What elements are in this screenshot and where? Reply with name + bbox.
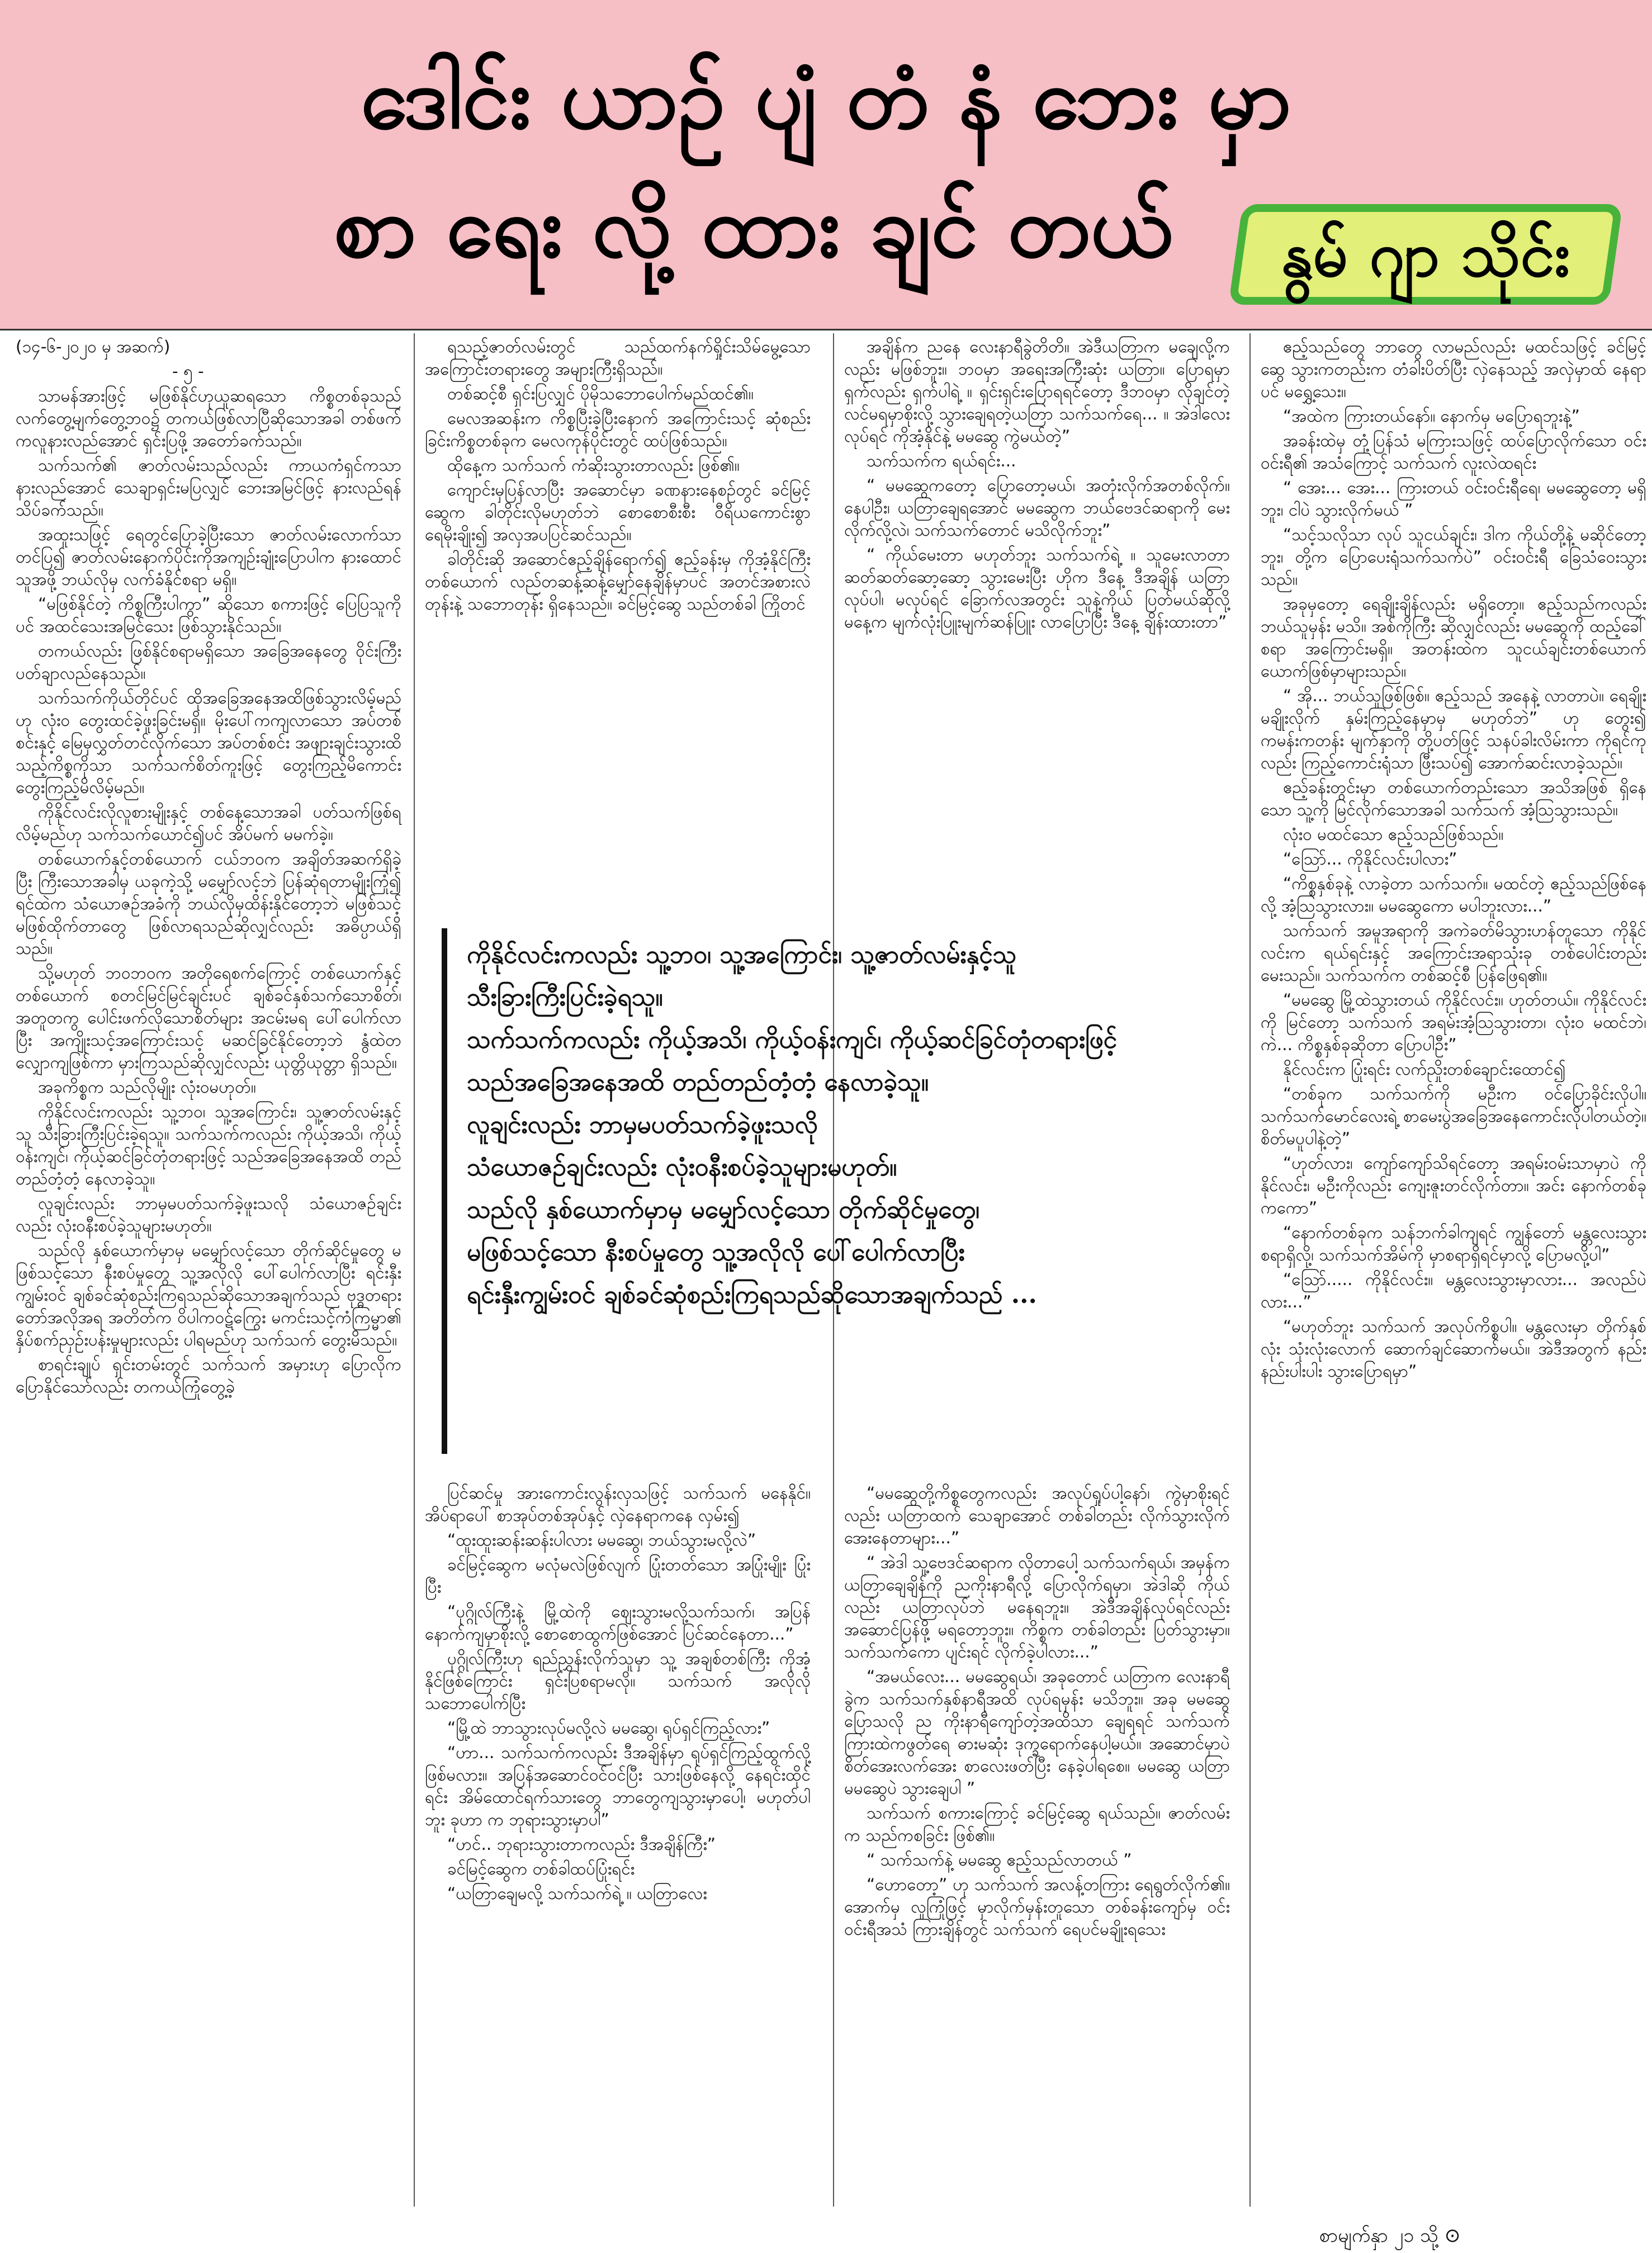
pull-quote-line: သီးခြားကြီးပြင်းခဲ့ရသူ။ (467, 983, 663, 1012)
paragraph: “ပုဂ္ဂိုလ်ကြီးနဲ့ မြို့ထဲကို ဈေးသွားမလို့သက်သက်၊ အပြန်နောက်ကျမှာစိုးလို့ စောစောထွက်ဖြစ်အောင် ပြင်ဆင်နေတာ...” (425, 1602, 811, 1643)
paragraph: ပုဂ္ဂိုလ်ကြီးဟု ရည်ညွှန်းလိုက်သူမှာ သူ့ အချစ်တစ်ကြီး ကိုအံ့နိုင်ဖြစ်ကြောင်း ရှင်းပြစရာမလို။ သက်သက် အလိုလိုသဘောပေါက်ပြီး (425, 1649, 811, 1713)
paragraph: မေလအဆန်းက ကိစ္စပြီးခဲ့ပြီးနောက် အကြောင်းသင့် ဆုံစည်းခြင်းကိစ္စတစ်ခုက မေလကုန်ပိုင်းတွင် ထပ်ဖြစ်သည်။ (425, 409, 811, 450)
pull-quote-text (467, 934, 1205, 1316)
paragraph: “သြော်... ကိုနိုင်လင်းပါလား” (1283, 849, 1457, 868)
paragraph: အခုမှတော့ ရေချိုးချိန်လည်း မရှိတော့။ ဧည့်သည်ကလည်း ဘယ်သူမှန်း မသိ။ အစ်ကိုကြီး ဆိုလျှင်လည်း မမဆွေကို ထည့်ခေါ်စရာ အကြောင်းမရှိ။ အတန်းထဲက သူငယ်ချင်းတစ်ယောက် ယောက်ဖြစ်မှာများသည်။ (1261, 594, 1647, 681)
paragraph: “မဟုတ်ဘူး သက်သက် အလုပ်ကိစ္စပါ။ မန္တလေးမှာ တိုက်နှစ်လုံး သုံးလုံးလောက် ဆောက်ချင်ဆောက်မယ်။ အဲဒီအတွက် နည်းနည်းပါးပါး သွားပြောရမှာ” (1261, 1317, 1646, 1381)
paragraph: တကယ်လည်း ဖြစ်နိုင်စရာမရှိသော အခြေအနေတွေ ဝိုင်းကြီးပတ်ချာလည်နေသည်။ (16, 641, 401, 683)
paragraph: ခင်မြင့်ဆွေက တစ်ခါထပ်ပြုံးရင်း (447, 1859, 635, 1878)
column-2-top (425, 336, 811, 617)
paragraph: “ဟောတော့” ဟု သက်သက် အလန့်တကြား ရေရွတ်လိုက်၏။ အောက်မှ လူကြုံဖြင့် မှာလိုက်မှန်းတူသော တစ်ခန်းကျော်မှ ဝင်းဝင်းရီအသံ ကြားချိန်တွင် သက်သက် ရေပင်မချိုးရသေး (844, 1875, 1230, 1939)
paragraph: “ယတြာချေမလို့ သက်သက်ရဲ့ ။ ယတြာလေး (447, 1884, 707, 1903)
paragraph: သက်သက်၏ ဇာတ်လမ်းသည်လည်း ကာယကံရှင်ကသာ နားလည်အောင် သေချာရှင်းမပြလျှင် ဘေးအမြင်ဖြင့် နားလည်ရန် သိပ်ခက်သည်။ (16, 456, 401, 519)
paragraph: “မြို့ထဲ ဘာသွားလုပ်မလို့လဲ မမဆွေ၊ ရုပ်ရှင်ကြည့်လား” (447, 1718, 770, 1737)
paragraph: “ ကိုယ်မေးတာ မဟုတ်ဘူး သက်သက်ရဲ့ ။ သူမေးလာတာ ဆတ်ဆတ်ဆော့ဆော့ သွားမေးပြီး ဟိုက ဒီနေ့ ဒီအချိန် ယတြာလုပ်ပါ၊ မလုပ်ရင် ခြောက်လအတွင်း သူနဲ့ကိုယ် ပြတ်မယ်ဆိုလို့ မနေ့က မျက်လုံးပြူးမျက်ဆန်ပြူး လာပြောပြီး ဒီနေ့ ချိန်းထားတာ” (844, 545, 1230, 631)
paragraph: အခုကိစ္စက သည်လိုမျိုး လုံးဝမဟုတ်။ (38, 1078, 256, 1097)
paragraph: သည်လို နှစ်ယောက်မှာမှ မမျှော်လင့်သော တိုက်ဆိုင်မှုတွေ မဖြစ်သင့်သော နီးစပ်မှုတွေ သူ့အလိုလို ပေါ်ပေါက်လာပြီး ရင်းနှီးကျွမ်းဝင် ချစ်ခင်ဆုံစည်းကြရသည်ဆိုသောအချက်သည် ဗုဒ္ဓတရားတော်အလိုအရ အတိတ်က ဝိပါကဝဋ်ကြွေး မကင်းသင့်ကံကြမ္မာ၏ နှိပ်စက်ညှဉ်းပန်းမှုများလည်း ပါရမည်ဟု သက်သက် တွေးမိသည်။ (16, 1241, 401, 1349)
paragraph: သက်သက်က ရယ်ရင်း... (867, 451, 1016, 470)
paragraph: “ အဲဒါ သူ့ဗေဒင်ဆရာက လိုတာပေါ့ သက်သက်ရယ်၊ အမှန်က ယတြာချေချိန်ကို ညကိုးနာရီလို့ ပြောလိုက်ရမှာ၊ အဲဒါဆို ကိုယ်လည်း ယတြာလုပ်ဘဲ မနေရဘူး။ အဲဒီအချိန်လုပ်ရင်လည်း အဆောင်ပြန်ဖို့ မရတော့ဘူး။ ကိစ္စက တစ်ခါတည်း ပြတ်သွားမှာ။ သက်သက်ကော ပျင်းရင် လိုက်ခဲ့ပါလား...” (844, 1553, 1230, 1661)
paragraph: “မဖြစ်နိုင်တဲ့ ကိစ္စကြီးပါကွာ” ဆိုသော စကားဖြင့် ပြေပြသူကိုပင် အထင်သေးအမြင်သေး ဖြစ်သွားနိုင်သည်။ (16, 594, 401, 636)
paragraph: “အထဲက ကြားတယ်နော်။ နောက်မှ မပြောရဘူးနဲ့” (1283, 407, 1580, 426)
paragraph: ခါတိုင်းဆို အဆောင်ဧည့်ချိန်ရောက်၍ ဧည့်ခန်းမှ ကိုအံ့နိုင်ကြီးတစ်ယောက် လည်တဆန့်ဆန့်မျှော်နေချိန်မှာပင် အတင်အစားလဲတုန်းနဲ့ သဘောတုန်း ရှိနေသည်။ ခင်မြင့်ဆွေ သည်တစ်ခါ ကြိုတင် (425, 550, 811, 613)
paragraph: ကိုနိုင်လင်းလိုလူစားမျိုးနှင့် တစ်နေ့သောအခါ ပတ်သက်ဖြစ်ရလိမ့်မည်ဟု သက်သက်ယောင်၍ပင် အိပ်မက် မမက်ခဲ့။ (16, 802, 401, 844)
author-badge (1236, 204, 1627, 310)
paragraph: လူချင်းလည်း ဘာမှမပတ်သက်ခဲ့ဖူးသလို သံယောဇဉ်ချင်းလည်း လုံးဝနီးစပ်ခဲ့သူများမဟုတ်။ (16, 1194, 401, 1235)
paragraph: သို့မဟုတ် ဘဝဘဝက အတိုရေစက်ကြောင့် တစ်ယောက်နှင့်တစ်ယောက် စတင်မြင်မြင်ချင်းပင် ချစ်ခင်နှစ်သက်သောစိတ်၊ အတူတကွ ပေါင်းဖက်လိုသောစိတ်များ အငမ်းမရ ပေါ်ပေါက်လာပြီး အကျိုးသင့်အကြောင်းသင့် မဆင်ခြင်နိုင်တော့ဘဲ နွံထဲတလျှောကျဖြစ်ကာ မှားကြသည်ဆိုလျှင်လည်း ယုတ္တိယုတ္တာ ရှိသည်။ (16, 963, 401, 1072)
pull-quote (442, 928, 1208, 1454)
paragraph: သက်သက်ကိုယ်တိုင်ပင် ထိုအခြေအနေအထိဖြစ်သွားလိမ့်မည်ဟု လုံးဝ တွေးထင်ခဲ့ဖူးခြင်းမရှိ။ မိုးပေါ်ကကျလာသော အပ်တစ်စင်းနှင့် မြေမှလွှတ်တင်လိုက်သော အပ်တစ်စင်း အဖျားချင်းသွားထိသည့်ကိစ္စကိုသာ သက်သက်စိတ်ကူးဖြင့် တွေးကြည့်မိကောင်း တွေးကြည့်မိလိမ့်မည်။ (16, 688, 401, 797)
paragraph: အထူးသဖြင့် ရေတွင်ပြောခဲ့ပြီးသော ဇာတ်လမ်းလောက်သာ တင်ပြ၍ ဇာတ်လမ်းနောက်ပိုင်းကိုအကျဉ်းချုံးပြောပါက နားထောင်သူအဖို့ ဘယ်လိုမှ လက်ခံနိုင်စရာ မရှိ။ (16, 525, 401, 589)
paragraph: အချိန်က ညနေ လေးနာရီခွဲတိတိ။ အဲဒီယတြာက မချေလို့ကလည်း မဖြစ်ဘူး။ ဘဝမှာ အရေးအကြီးဆုံး ယတြာ။ ပြောရမှာ ရှက်လည်း ရှက်ပါရဲ့ ။ ရှင်းရှင်းပြောရရင်တော့ ဒီဘဝမှာ လိုချင်တဲ့လင်မရမှာစိုးလို့ သွားချေရတဲ့ယတြာ သက်သက်ရေ... ။ အဲဒါလေးလုပ်ရင် ကိုအံ့နိုင်နဲ့ မမဆွေ ကွဲမယ်တဲ့” (844, 337, 1230, 446)
paragraph: ကျောင်းမှပြန်လာပြီး အဆောင်မှာ ခဏနားနေစဉ်တွင် ခင်မြင့်ဆွေက ခါတိုင်းလိုမဟုတ်ဘဲ စောစောစီးစီး ဝီရိယကောင်းစွာ ရေမိုးချိုး၍ အလှအပပြင်ဆင်သည်။ (425, 480, 811, 544)
title-line-1: ဒေါင်း ယာဉ် ပျံ တံ နံ ဘေး မှာ (360, 48, 1292, 148)
column-3-top (844, 336, 1230, 635)
paragraph: “နောက်တစ်ခုက သန်ဘက်ခါကျရင် ကျွန်တော် မန္တလေးသွားစရာရှိလို့၊ သက်သက်အိမ်ကို မှာစရာရှိရင်မှာလို့ ပြောမလို့ပါ” (1261, 1223, 1646, 1264)
paragraph: သာမန်အားဖြင့် မဖြစ်နိုင်ဟုယူဆရသော ကိစ္စတစ်ခုသည် လက်တွေ့မျက်တွေ့ဘဝ၌ တကယ်ဖြစ်လာပြီဆိုသောအခါ တစ်ဖက်ကလူနားလည်အောင် ရှင်းပြဖို့ အတော်ခက်သည်။ (16, 386, 401, 450)
pull-quote-line: ကိုနိုင်လင်းကလည်း သူ့ဘဝ၊ သူ့အကြောင်း၊ သူ့ဇာတ်လမ်းနှင့်သူ (467, 941, 1017, 969)
paragraph: “ အို... ဘယ်သူဖြစ်ဖြစ်။ ဧည့်သည် အနေနဲ့ လာတာပဲ။ ရေချိုး မချိုးလိုက် နှမ်းကြည့်နေမှာမှ မဟုတ်ဘဲ” ဟု တွေး၍ ကမန်းကတန်း မျက်နှာကို တို့ပတ်ဖြင့် သနပ်ခါးလိမ်းကာ ကိုရင်ကုလည်း ကြည့်ကောင်းရုံသာ ဖြီးသပ်၍ အောက်ဆင်းလာခဲ့သည်။ (1261, 686, 1646, 772)
continued-on-page: စာမျက်နှာ ၂၁ သို့ ⊙ (1319, 2224, 1461, 2247)
paragraph: ဧည့်ခန်းတွင်းမှာ တစ်ယောက်တည်းသော အသိအဖြစ် ရှိနေသော သူ့ကို မြင်လိုက်သောအခါ သက်သက် အံ့သြသွားသည်။ (1261, 778, 1646, 819)
pull-quote-line: လူချင်းလည်း ဘာမှမပတ်သက်ခဲ့ဖူးသလို (467, 1111, 818, 1139)
pull-quote-line: သက်သက်ကလည်း ကိုယ့်အသိ၊ ကိုယ့်ဝန်းကျင်၊ ကိုယ့်ဆင်ခြင်တုံတရားဖြင့် (467, 1026, 1118, 1054)
column-2-bottom (425, 1482, 811, 1907)
pull-quote-line: မဖြစ်သင့်သော နီးစပ်မှုတွေ သူ့အလိုလို ပေါ်ပေါက်လာပြီး (467, 1238, 965, 1267)
paragraph: စာရင်းချုပ် ရှင်းတမ်းတွင် သက်သက် အမှားဟု ပြောလိုက ပြောနိုင်သော်လည်း တကယ်ကြုံတွေ့ခဲ့ (16, 1355, 401, 1396)
paragraph: ခင်မြင့်ဆွေက မလုံမလဲဖြစ်လျက် ပြုံးတတ်သော အပြုံးမျိုး ပြုံးပြီး (425, 1555, 811, 1597)
paragraph: “ သက်သက်နဲ့ မမဆွေ ဧည့်သည်လာတယ် ” (867, 1850, 1132, 1869)
paragraph: “ကိစ္စနှစ်ခုနဲ့ လာခဲ့တာ သက်သက်။ မထင်တဲ့ ဧည့်သည်ဖြစ်နေလို့ အံ့သြသွားလား။ မမဆွေကော မပါဘူးလား...” (1261, 874, 1646, 915)
column-4 (1261, 336, 1646, 1385)
paragraph: “ဟာ... သက်သက်ကလည်း ဒီအချိန်မှာ ရုပ်ရှင်ကြည့်ထွက်လို့ ဖြစ်မလား။ အပြန်အဆောင်ဝင်ဝင်ပြီး သားဖြစ်နေလို့ နေရင်းထိုင်ရင်း အိမ်ထောင်ရက်သားတွေ ဘာတွေကျသွားမှာပေါ့၊ မဟုတ်ပါဘူး ခုဟာ က ဘုရားသွားမှာပါ” (425, 1743, 811, 1829)
pull-quote-bar (442, 928, 447, 1454)
header-divider (0, 329, 1652, 330)
column-3-bottom (844, 1482, 1230, 1943)
title-line-2: စာ ရေး လို့ ထား ချင် တယ် (334, 176, 1173, 276)
column-divider-3 (1249, 333, 1251, 2207)
article-header (0, 0, 1652, 329)
paragraph: “ထူးထူးဆန်းဆန်းပါလား မမဆွေ၊ ဘယ်သွားမလို့လဲ” (447, 1531, 756, 1550)
paragraph: “မမဆွေတို့ကိစ္စတွေကလည်း အလုပ်ရှုပ်ပါ့နော်၊ ကွဲမှာစိုးရင်လည်း ယတြာထက် သေချာအောင် တစ်ခါတည်း လိုက်သွားလိုက် အေးနေတာများ...” (844, 1484, 1230, 1547)
paragraph: ဧည့်သည်တွေ ဘာတွေ လာမည်လည်း မထင်သဖြင့် ခင်မြင့်ဆွေ သွားကတည်းက တံခါးပိတ်ပြီး လှဲနေသည့် အလှဲမှာထ် နေရာပင် မရွှေ့သေး။ (1261, 337, 1646, 401)
paragraph: “ဟုတ်လား၊ ကျော်ကျော်သိရင်တော့ အရမ်းဝမ်းသာမှာပဲ ကိုနိုင်လင်း၊ မဦးကိုလည်း ကျေးဇူးတင်လိုက်တာ။ အင်း နောက်တစ်ခုကကော” (1261, 1154, 1646, 1217)
paragraph: “သင့်သလိုသာ လုပ် သူငယ်ချင်း၊ ဒါက ကိုယ်တို့နဲ့ မဆိုင်တော့ဘူး၊ တို့က ပြောပေးရုံသက်သက်ပဲ” ဝင်းဝင်းရီ ခြေသံဝေးသွားသည်။ (1261, 525, 1646, 589)
paragraph: အခန်းထဲမှ တုံ့ပြန်သံ မကြားသဖြင့် ထပ်ပြောလိုက်သော ဝင်းဝင်းရီ၏ အသံကြောင့် သက်သက် လူးလဲထရင်း (1261, 431, 1646, 473)
paragraph: တစ်ဆင့်စီ ရှင်းပြလျှင် ပိုမိုသဘောပေါက်မည်ထင်၏။ (447, 384, 754, 403)
paragraph: “ဟင်.. ဘုရားသွားတာကလည်း ဒီအချိန်ကြီး” (447, 1835, 716, 1854)
pull-quote-line: သည်အခြေအနေအထိ တည်တည်တံ့တံ့ နေလာခဲ့သူ။ (467, 1068, 929, 1097)
paragraph: တစ်ယောက်နှင့်တစ်ယောက် ငယ်ဘဝက အချိတ်အဆက်ရှိခဲ့ပြီး ကြီးသောအခါမှ ယခုကဲ့သို့ မမျှော်လင့်ဘဲ ပြန်ဆုံရတာမျိုးကြုံ၍ ရင်ထဲက သံယောဇဉ်အခံကို ဘယ်လိုမှထိန်းနိုင်တော့ဘဲ မဖြစ်သင့်မဖြစ်ထိုက်တာတွေ ဖြစ်လာရသည်ဆိုလျှင်လည်း အဓိပ္ပာယ်ရှိသည်။ (16, 849, 401, 958)
paragraph: ပြင်ဆင်မှု အားကောင်းလွန်းလှသဖြင့် သက်သက် မနေနိုင်။ အိပ်ရာပေါ် စာအုပ်တစ်အုပ်နှင့် လှဲနေရာကနေ လှမ်း၍ (425, 1484, 811, 1525)
paragraph: နိုင်လင်းက ပြုံးရင်း လက်ညှိုးတစ်ချောင်းထောင်၍ (1283, 1060, 1566, 1079)
paragraph: “ မမဆွေကတော့ ပြောတော့မယ်၊ အတုံးလိုက်အတစ်လိုက်။ နေပါဦး၊ ယတြာချေရအောင် မမဆွေက ဘယ်ဗေဒင်ဆရာကို မေးလိုက်လို့လဲ၊ သက်သက်တောင် မသိလိုက်ဘူး” (844, 476, 1230, 540)
paragraph: ရသည့်ဇာတ်လမ်းတွင် သည်ထက်နက်ရှိုင်းသိမ်မွေ့သော အကြောင်းတရားတွေ အများကြီးရှိသည်။ (425, 337, 811, 379)
paragraph: သက်သက် အမူအရာကို အကဲခတ်မိသွားဟန်တူသော ကိုနိုင်လင်းက ရယ်ရင်းနှင့် အကြောင်းအရာသုံးခု တစ်ပေါင်းတည်းမေးသည်။ သက်သက်က တစ်ဆင့်စီ ပြန်ဖြေရ၏။ (1261, 921, 1646, 985)
paragraph: “အမယ်လေး... မမဆွေရယ်၊ အခုတောင် ယတြာက လေးနာရီခွဲက သက်သက်နှစ်နာရီအထိ လုပ်ရမှန်း မသိဘူး။ အခု မမဆွေပြောသလို ည ကိုးနာရီကျော်တဲ့အထိသာ ချေရရင် သက်သက်ကြားထဲကဖွတ်ရေ ဓားမဆုံး ဒုက္ခရောက်နေပါ့မယ်။ အဆောင်မှာပဲ စိတ်အေးလက်အေး စာလေးဖတ်ပြီး နေခဲ့ပါရစေ။ မမဆွေ ယတြာ မမဆွေပဲ သွားချေပါ ” (844, 1667, 1230, 1798)
paragraph: (၁၄-၆-၂၀၂၀ မှ အဆက်) (16, 337, 171, 356)
paragraph: လုံးဝ မထင်သော ဧည့်သည်ဖြစ်သည်။ (1283, 825, 1504, 844)
paragraph: သက်သက် စကားကြောင့် ခင်မြင့်ဆွေ ရယ်သည်။ ဇာတ်လမ်းက သည်ကစခြင်း ဖြစ်၏။ (844, 1803, 1230, 1845)
paragraph: ကိုနိုင်လင်းကလည်း သူ့ဘဝ၊ သူ့အကြောင်း၊ သူ့ဇာတ်လမ်းနှင့်သူ သီးခြားကြီးပြင်းခဲ့ရသူ။ သက်သက်ကလည်း ကိုယ့်အသိ၊ ကိုယ့်ဝန်းကျင်၊ ကိုယ့်ဆင်ခြင်တုံတရားဖြင့် သည်အခြေအနေအထိ တည်တည်တံ့တံ့ နေလာခဲ့သူ။ (16, 1102, 401, 1188)
paragraph: ထိုနေ့က သက်သက် ကံဆိုးသွားတာလည်း ဖြစ်၏။ (447, 456, 740, 475)
paragraph: “ အေး... အေး... ကြားတယ် ဝင်းဝင်းရီရေ၊ မမဆွေတော့ မရှိဘူး၊ ငါပဲ သွားလိုက်မယ် ” (1261, 478, 1646, 519)
paragraph: “မမဆွေ မြို့ထဲသွားတယ် ကိုနိုင်လင်း။ ဟုတ်တယ်။ ကိုနိုင်လင်းကို မြင်တော့ သက်သက် အရမ်းအံ့သြသွားတာ၊ လုံးဝ မထင်ဘဲ၊ ကဲ... ကိစ္စနှစ်ခုဆိုတာ ပြောပါဦး” (1261, 990, 1646, 1054)
paragraph: “သြော်..... ကိုနိုင်လင်း။ မန္တလေးသွားမှာလား... အလည်ပဲလား...” (1261, 1270, 1646, 1311)
pull-quote-line: ရင်းနှီးကျွမ်းဝင် ချစ်ခင်ဆုံစည်းကြရသည်ဆိုသောအချက်သည် ... (467, 1281, 1037, 1309)
author-name: နွမ် ဂျာ သိုင်း (1281, 219, 1570, 290)
column-divider-1 (414, 333, 415, 2207)
pull-quote-line: သည်လို နှစ်ယောက်မှာမှ မမျှော်လင့်သော တိုက်ဆိုင်မှုတွေ၊ (467, 1196, 979, 1224)
paragraph: - ၅ - (172, 362, 204, 381)
paragraph: “တစ်ခုက သက်သက်ကို မဦးက ဝင်ပြောခိုင်းလိုပါ။ သက်သက်မောင်လေးရဲ့ စာမေးပွဲအခြေအနေကောင်းလိုပါတယ်တဲ့။ စိတ်မပူပါနဲ့တဲ့” (1261, 1084, 1646, 1148)
column-1 (16, 336, 401, 1400)
pull-quote-line: သံယောဇဉ်ချင်းလည်း လုံးဝနီးစပ်ခဲ့သူများမဟုတ်။ (467, 1153, 897, 1182)
